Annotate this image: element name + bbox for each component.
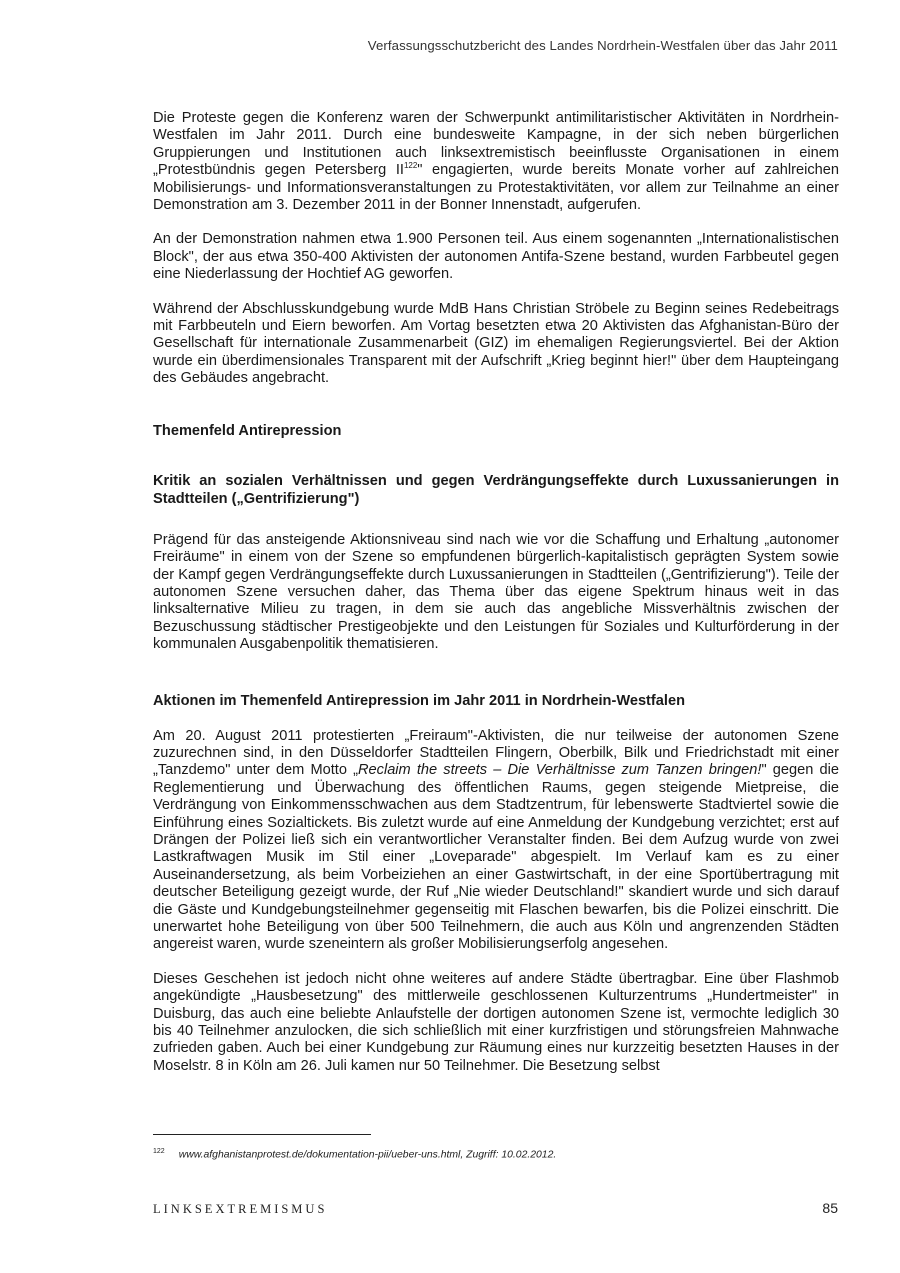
subheading-actions-2011: Aktionen im Themenfeld Antirepression im Jahr 2011 in Nordrhein-Westfalen xyxy=(153,692,685,709)
paragraph-rally: Während der Abschlusskundgebung wurde MdB Hans Christian Ströbele zu Beginn seines Redebeitrags mit Farbbeuteln und Eiern beworfen. Am Vortag besetzten etwa 20 Aktivisten das Afghanistan-Büro der Gesellschaft für internationale Zusammenarbeit (GIZ) im ehemaligen Regierungsviertel. Bei der Aktion wurde ein überdimensionales Transparent mit der Aufschrift „Krieg beginnt hier!" über dem Haupteingang des Gebäudes angebracht. xyxy=(153,300,839,387)
main-text xyxy=(153,110,839,1092)
paragraph-conference-protests xyxy=(153,110,839,214)
motto-text: Reclaim the streets – Die Verhältnisse zum Tanzen bringen! xyxy=(358,762,762,779)
section-heading-antirepression: Themenfeld Antirepression xyxy=(153,422,342,439)
footnote xyxy=(153,1148,556,1160)
subheading-gentrification: Kritik an sozialen Verhältnissen und gegen Verdrängungseffekte durch Luxussanierungen in Stadtteilen („Gentrifizierung") xyxy=(153,472,839,507)
footnote-divider xyxy=(153,1134,371,1135)
footnote-reference: 122 xyxy=(403,161,418,171)
page-number: 85 xyxy=(822,1200,838,1216)
paragraph-tanzdemo xyxy=(153,728,839,954)
paragraph-text: Am 20. August 2011 protestierten „Freiraum"-Aktivisten, die nur teilweise der autonomen Szene zuzurechnen sind, in den Düsseldorfer Stadtteilen Flingern, Oberbilk, Bilk und Friedrichstadt mit einer „Tanzdemo" unter dem Motto „ xyxy=(153,727,839,779)
paragraph-text: " gegen die Reglementierung und Überwachung des öffentlichen Raums, gegen steigende Mietpreise, die Verdrängung von Einkommensschwachen aus dem Stadtzentrum, für lebenswerte Stadtviertel sowie die Einführung eines Sozialtickets. Bis zuletzt wurde auf eine Anmeldung der Kundgebung verzichtet; erst auf Drängen der Polizei ließ sich ein verantwortlicher Veranstalter finden. Bei dem Aufzug wurde von zwei Lastkraftwagen Musik im Stil einer „Loveparade" abgespielt. Im Verlauf kam es zu einer Auseinandersetzung, als beim Vorbeiziehen an einer Gastwirtschaft, in der eine Sportübertragung mit deutscher Beteiligung gezeigt wurde, der Ruf „Nie wieder Deutschland!" skandiert wurde und sich darauf die Gäste und Kundgebungsteilnehmer gegenseitig mit Flaschen bewarfen, bis die Polizei einschritt. Die unerwartet hohe Beteiligung von über 500 Teilnehmern, die auch aus Köln und angrenzenden Städten angereist waren, wurde szeneintern als großer Mobilisierungserfolg angesehen. xyxy=(153,762,839,953)
paragraph-text: " engagierten, wurde bereits Monate vorher auf zahlreichen Mobilisierungs- und Informationsveranstaltungen zu Protestaktivitäten, vor allem zur Teilnahme an einer Demonstration am 3. Dezember 2011 in der Bonner Innenstadt, aufgerufen. xyxy=(153,162,839,214)
paragraph-demonstration: An der Demonstration nahmen etwa 1.900 Personen teil. Aus einem sogenannten „Internationalistischen Block", der aus etwa 350-400 Aktivisten der autonomen Antifa-Szene bestand, wurden Farbbeutel gegen eine Niederlassung der Hochtief AG geworfen. xyxy=(153,231,839,283)
paragraph-text: Die Proteste gegen die Konferenz waren der Schwerpunkt antimilitaristischer Aktivitäten in Nordrhein-Westfalen im Jahr 2011. Durch eine bundesweite Kampagne, in der sich neben bürgerlichen Gruppierungen und Institutionen auch linksextremistisch beeinflusste Organisationen in einem „Protestbündnis gegen Petersberg II xyxy=(153,110,839,179)
paragraph-freiraeume: Prägend für das ansteigende Aktionsniveau sind nach wie vor die Schaffung und Erhaltung „autonomer Freiräume" in einem von der Szene so empfundenen bürgerlich-kapitalistisch geprägten System sowie der Kampf gegen Verdrängungseffekte durch Luxussanierungen in Stadtteilen („Gentrifizierung"). Teile der autonomen Szene versuchen daher, das Thema über das eigene Spektrum hinaus weit in das linksalternative Milieu zu tragen, in dem sie auch das angebliche Missverhältnis zwischen der Bezuschussung städtischer Prestigeobjekte und den Leistungen für Soziales und Kulturförderung in der kommunalen Ausgabenpolitik thematisieren. xyxy=(153,531,839,653)
footnote-text: www.afghanistanprotest.de/dokumentation-pii/ueber-uns.html, Zugriff: 10.02.2012. xyxy=(178,1149,557,1161)
footer-section-title: LINKSEXTREMISMUS xyxy=(153,1202,328,1216)
running-header: Verfassungsschutzbericht des Landes Nordrhein-Westfalen über das Jahr 2011 xyxy=(367,38,838,53)
paragraph-duisburg: Dieses Geschehen ist jedoch nicht ohne weiteres auf andere Städte übertragbar. Eine über Flashmob angekündigte „Hausbesetzung" des mittlerweile geschlossenen Kulturzentrums „Hundertmeister" in Duisburg, das auch eine beliebte Anlaufstelle der dortigen autonomen Szene ist, vermochte lediglich 30 bis 40 Teilnehmer anzulocken, die sich schließlich mit einer kurzfristigen und störungsfreien Mahnwache zufrieden gaben. Auch bei einer Kundgebung zur Räumung eines nur kurzzeitig besetzten Hauses in der Moselstr. 8 in Köln am 26. Juli kamen nur 50 Teilnehmer. Die Besetzung selbst xyxy=(153,970,839,1074)
footnote-number: 122 xyxy=(153,1148,165,1155)
